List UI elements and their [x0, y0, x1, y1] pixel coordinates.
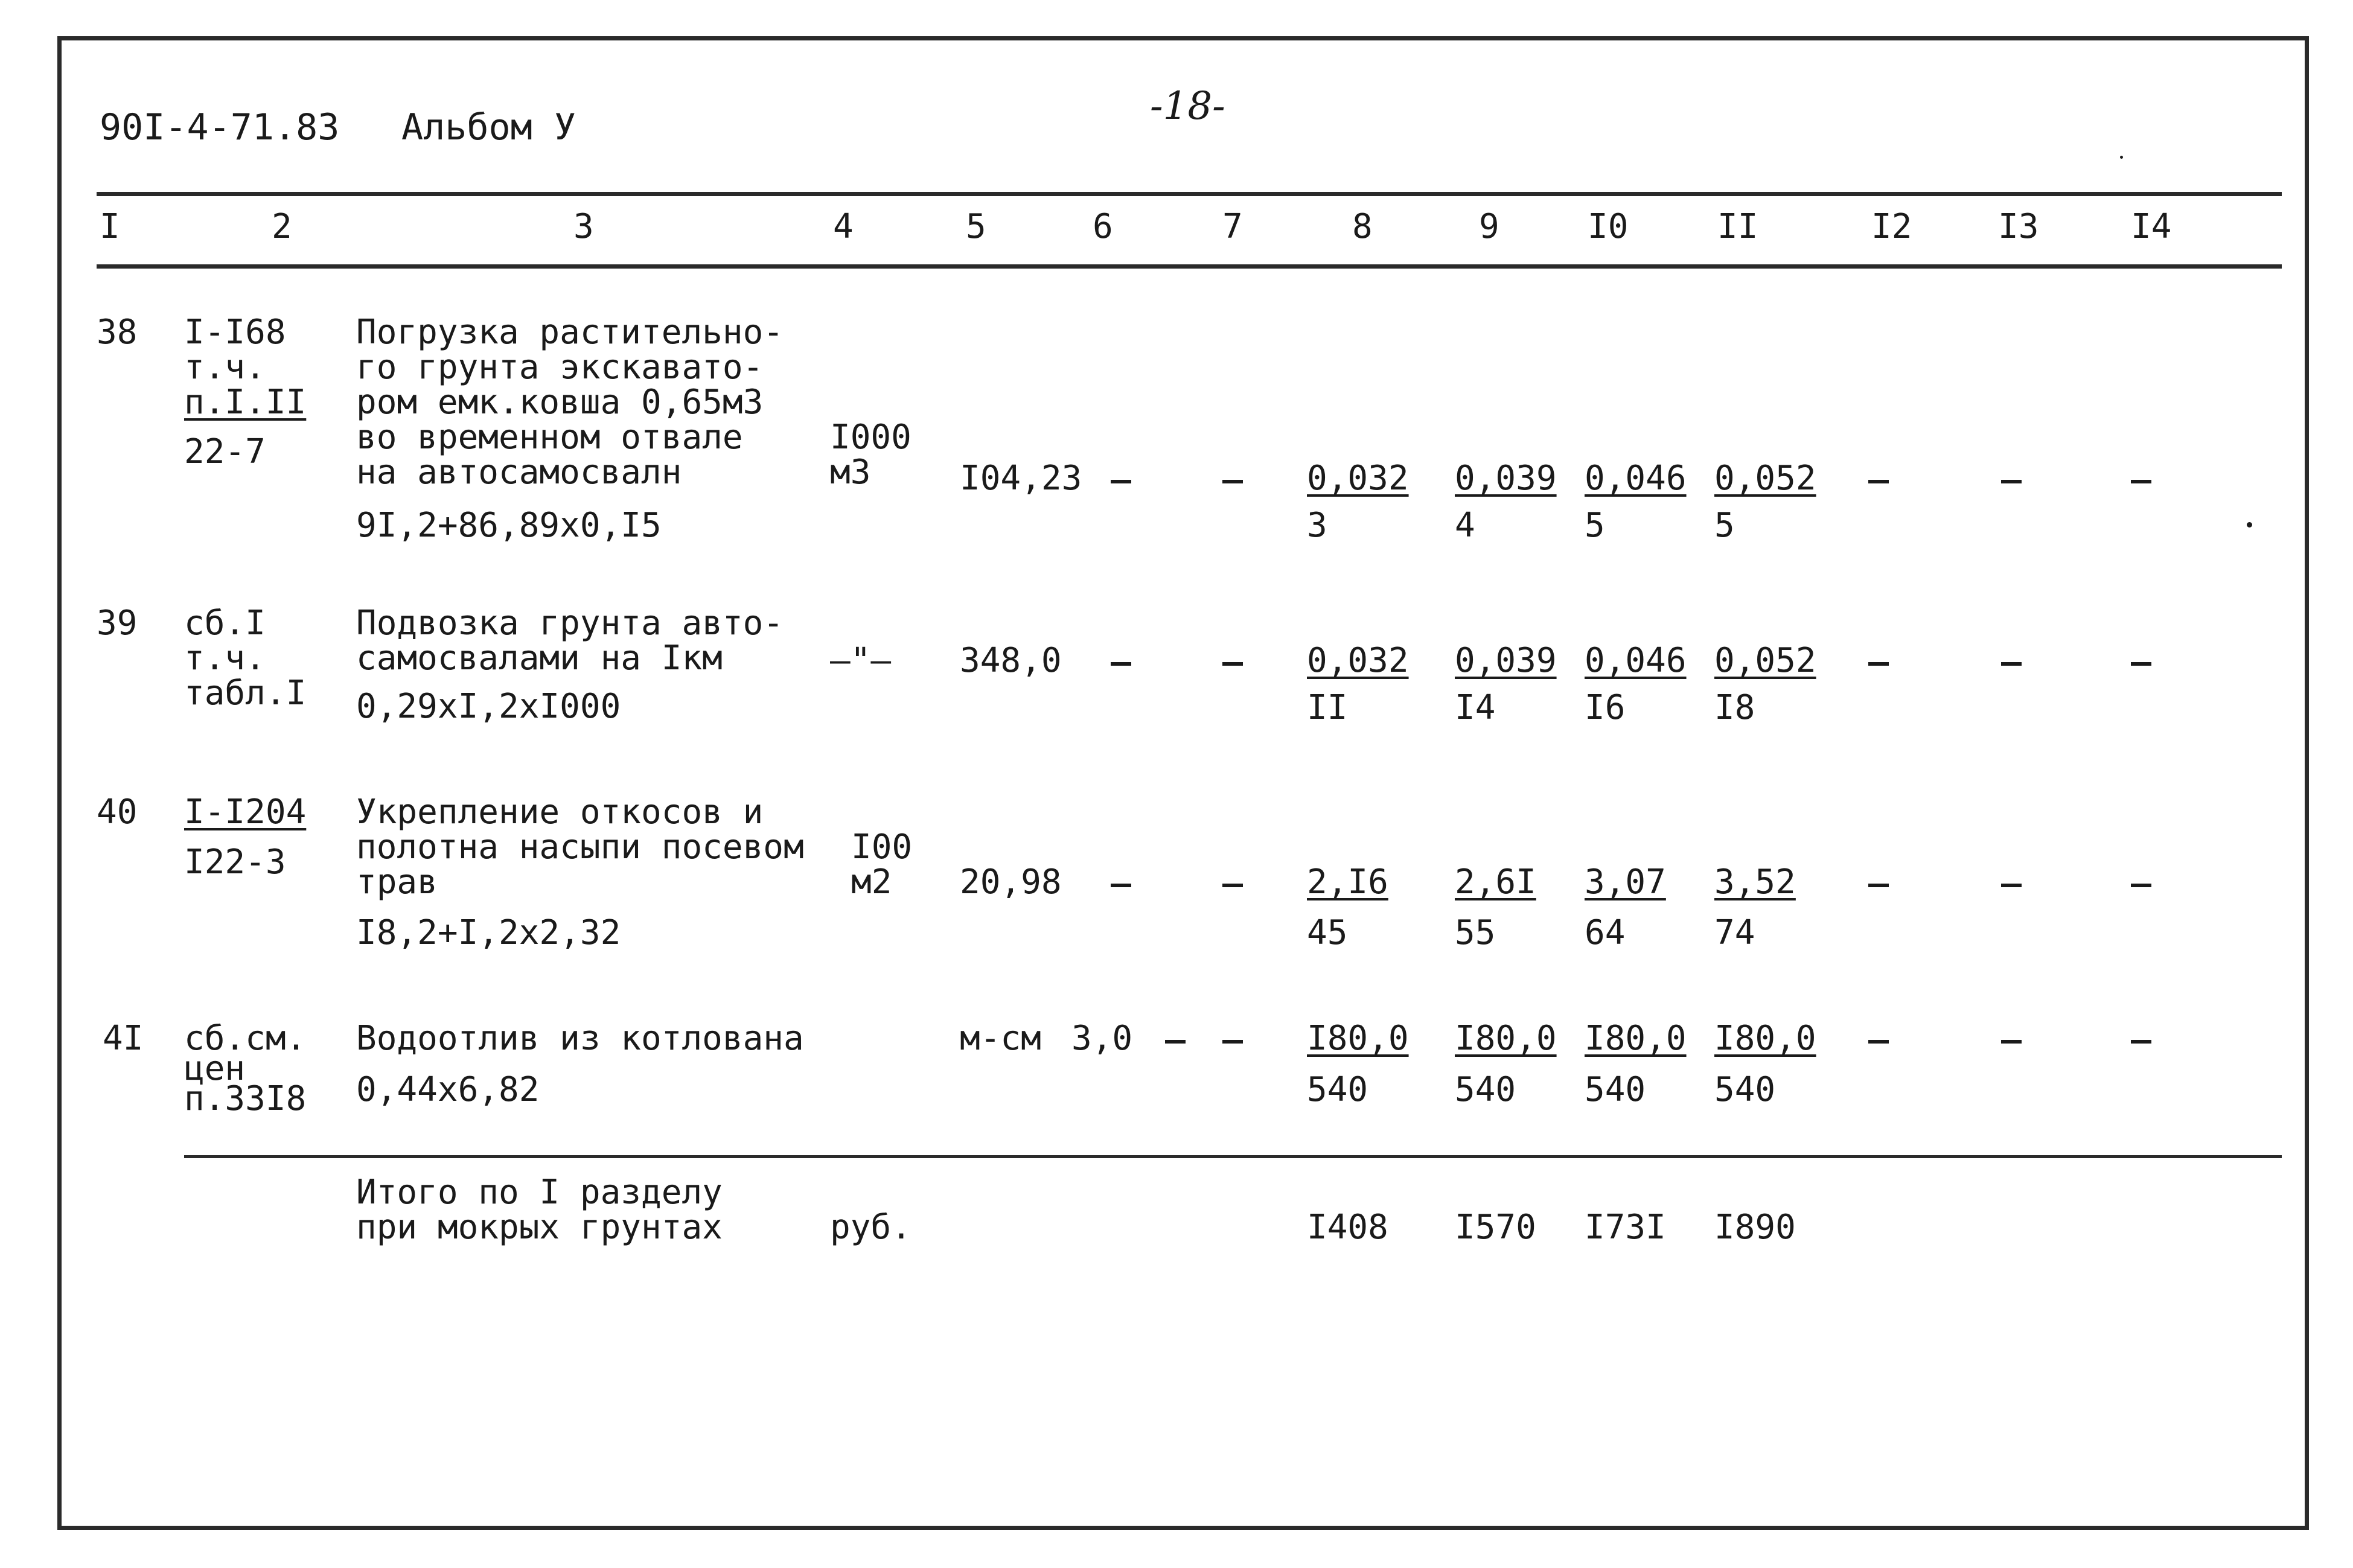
column-number: II [1717, 207, 1758, 246]
value-bottom: 4 [1455, 506, 1475, 545]
value-top: 0,039 [1455, 459, 1557, 498]
value-top: 0,046 [1585, 641, 1687, 680]
total-unit: руб. [830, 1208, 912, 1247]
row-ref-line: I22-3 [184, 843, 286, 882]
album-title: Альбом У [401, 106, 576, 148]
row-desc-line: во временном отвале [356, 418, 743, 457]
value-top: 2,I6 [1307, 862, 1388, 902]
row-ref-line: п.I.II [184, 383, 307, 422]
value-bottom: II [1307, 688, 1348, 727]
value-bottom: 540 [1307, 1070, 1368, 1109]
column-number: 9 [1479, 207, 1499, 246]
row-desc-line: ром емк.ковша 0,65м3 [356, 383, 764, 422]
row-ref-line: т.ч. [184, 639, 266, 678]
row-ref-line: I-I204 [184, 792, 307, 832]
column-number: I [100, 207, 120, 246]
value-bottom: 5 [1585, 506, 1605, 545]
row-desc-line: на автосамосвалн [356, 453, 682, 492]
row-desc-line: самосвалами на Iкм [356, 639, 723, 678]
row-ref-line: цен [184, 1049, 246, 1088]
column-number: 6 [1093, 207, 1113, 246]
page-frame [57, 36, 2309, 1530]
value-top: 3,07 [1585, 862, 1666, 902]
value-bottom: I6 [1585, 688, 1626, 727]
row-quantity: 3,0 [1071, 1019, 1133, 1058]
row-formula: 0,44x6,82 [356, 1070, 540, 1109]
row-quantity: I04,23 [960, 459, 1082, 498]
value-top: 0,032 [1307, 459, 1409, 498]
value-bottom: 45 [1307, 913, 1348, 952]
row-number: 39 [97, 604, 138, 643]
value-top: 0,032 [1307, 641, 1409, 680]
column-number: I4 [2131, 207, 2172, 246]
value-top: 0,052 [1714, 459, 1816, 498]
value-bottom: 74 [1714, 913, 1755, 952]
columns-rule [97, 264, 2282, 269]
row-desc-line: трав [356, 862, 438, 902]
dash-mark [1868, 662, 1889, 666]
total-value: I73I [1585, 1208, 1666, 1247]
value-bottom: 3 [1307, 506, 1327, 545]
row-ref-line: I-I68 [184, 313, 286, 352]
row-number: 40 [97, 792, 138, 832]
dash-mark [1222, 1040, 1243, 1044]
dash-mark [1111, 480, 1131, 483]
scan-speck [2120, 156, 2123, 159]
dash-mark [1868, 884, 1889, 887]
row-formula: 0,29xI,2xI000 [356, 687, 621, 726]
page-number: -18- [1150, 84, 1225, 129]
row-number: 4I [103, 1019, 144, 1058]
value-bottom: 540 [1714, 1070, 1776, 1109]
column-number: 4 [833, 207, 854, 246]
row-unit: м2 [851, 862, 892, 902]
row-ref-line: табл.I [184, 674, 307, 713]
value-bottom: I4 [1455, 688, 1496, 727]
row-unit: м3 [830, 453, 871, 492]
column-number: 7 [1222, 207, 1243, 246]
row-unit: I00 [851, 827, 913, 867]
total-value: I408 [1307, 1208, 1388, 1247]
dash-mark [1868, 480, 1889, 483]
row-ref-line: п.33I8 [184, 1079, 307, 1118]
row-ref-line: сб.I [184, 604, 266, 643]
value-top: 3,52 [1714, 862, 1796, 902]
dash-mark [2131, 884, 2151, 887]
value-bottom: I8 [1714, 688, 1755, 727]
row-desc-line: го грунта экскавато- [356, 348, 764, 387]
column-number: 2 [272, 207, 292, 246]
value-bottom: 64 [1585, 913, 1626, 952]
row-unit: м-см [960, 1019, 1041, 1058]
value-top: I80,0 [1714, 1019, 1816, 1058]
row-number: 38 [97, 313, 138, 352]
value-bottom: 55 [1455, 913, 1496, 952]
dash-mark [1111, 884, 1131, 887]
dash-mark [1111, 662, 1131, 666]
column-number: I3 [1998, 207, 2039, 246]
total-label-line: Итого по I разделу [356, 1173, 723, 1212]
value-top: I80,0 [1307, 1019, 1409, 1058]
value-top: 2,6I [1455, 862, 1536, 902]
row-desc-line: Водоотлив из котлована [356, 1019, 804, 1058]
row-desc-line: Укрепление откосов и [356, 792, 764, 832]
total-rule [184, 1155, 2282, 1158]
row-quantity: 20,98 [960, 862, 1062, 902]
value-top: 0,046 [1585, 459, 1687, 498]
header-rule [97, 192, 2282, 196]
row-unit: I000 [830, 418, 912, 457]
column-number: I0 [1588, 207, 1629, 246]
row-desc-line: полотна насыпи посевом [356, 827, 804, 867]
value-bottom: 540 [1455, 1070, 1516, 1109]
value-top: I80,0 [1455, 1019, 1557, 1058]
dash-mark [2001, 480, 2022, 483]
row-ref-line: сб.см. [184, 1019, 307, 1058]
dash-mark [2131, 1040, 2151, 1044]
dash-mark [1165, 1040, 1186, 1044]
row-formula: 9I,2+86,89x0,I5 [356, 506, 662, 545]
doc-code: 90I-4-71.83 [100, 106, 340, 148]
dash-mark [2001, 662, 2022, 666]
total-label-line: при мокрых грунтах [356, 1208, 723, 1247]
row-ref-line: 22-7 [184, 432, 266, 471]
value-bottom: 540 [1585, 1070, 1646, 1109]
row-quantity: 348,0 [960, 641, 1062, 680]
row-ref-line: т.ч. [184, 348, 266, 387]
column-number: 8 [1352, 207, 1373, 246]
dash-mark [2001, 1040, 2022, 1044]
column-number: 3 [573, 207, 594, 246]
column-number: I2 [1871, 207, 1912, 246]
dash-mark [1222, 662, 1243, 666]
row-formula: I8,2+I,2x2,32 [356, 913, 621, 952]
total-value: I890 [1714, 1208, 1796, 1247]
dash-mark [2131, 662, 2151, 666]
dash-mark [1222, 480, 1243, 483]
dash-mark [1868, 1040, 1889, 1044]
value-top: 0,052 [1714, 641, 1816, 680]
column-number: 5 [966, 207, 986, 246]
row-desc-line: Подвозка грунта авто- [356, 604, 784, 643]
dash-mark [2001, 884, 2022, 887]
value-top: I80,0 [1585, 1019, 1687, 1058]
row-desc-line: Погрузка растительно- [356, 313, 784, 352]
value-bottom: 5 [1714, 506, 1735, 545]
value-top: 0,039 [1455, 641, 1557, 680]
row-unit: –"– [830, 641, 892, 680]
dash-mark [2131, 480, 2151, 483]
dash-mark [1222, 884, 1243, 887]
total-value: I570 [1455, 1208, 1536, 1247]
scan-speck [2247, 522, 2252, 527]
